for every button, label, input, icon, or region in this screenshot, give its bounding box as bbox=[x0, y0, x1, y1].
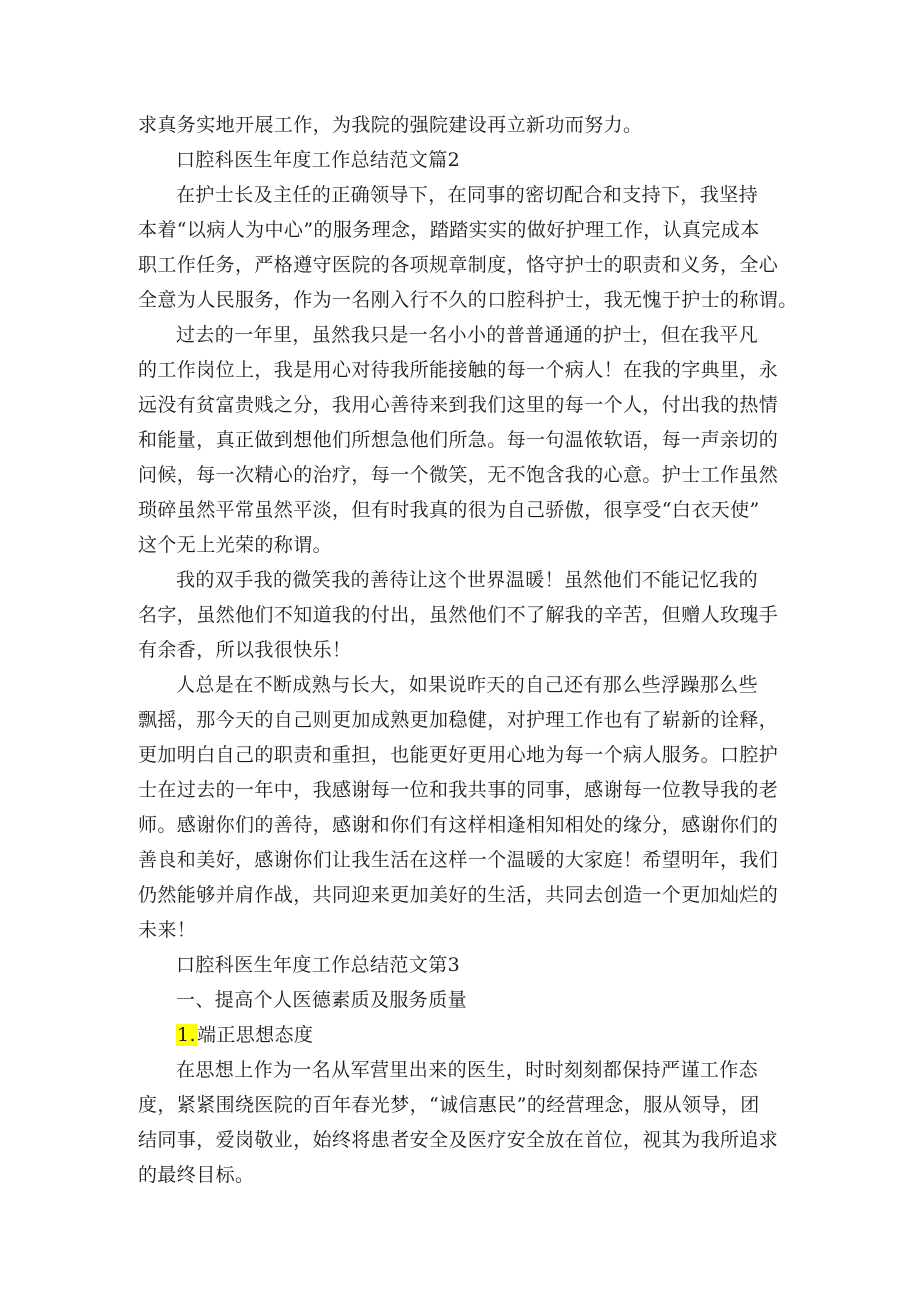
paragraph-line: 我的双手我的微笑我的善待让这个世界温暖！虽然他们不能记忆我的 bbox=[176, 569, 759, 591]
paragraph-line: 求真务实地开展工作，为我院的强院建设再立新功而努力。 bbox=[138, 114, 643, 136]
paragraph-line: 本着“以病人为中心”的服务理念，踏踏实实的做好护理工作，认真完成本 bbox=[138, 219, 760, 241]
paragraph-line: 飘摇，那今天的自己则更加成熟更加稳健，对护理工作也有了崭新的诠释， bbox=[138, 709, 779, 731]
paragraph-line: 这个无上光荣的称谓。 bbox=[138, 534, 333, 556]
paragraph-2 bbox=[138, 318, 790, 563]
paragraph-line: 和能量，真正做到想他们所想急他们所急。每一句温侬软语，每一声亲切的 bbox=[138, 429, 779, 451]
paragraph-line: 职工作任务，严格遵守医院的各项规章制度，恪守护士的职责和义务，全心 bbox=[138, 254, 779, 276]
paragraph-line: 仍然能够并肩作战，共同迎来更加美好的生活，共同去创造一个更加灿烂的 bbox=[138, 884, 779, 906]
subsection-heading: 一、提高个人医德素质及服务质量 bbox=[176, 989, 468, 1011]
paragraph-line: 问候，每一次精心的治疗，每一个微笑，无不饱含我的心意。护士工作虽然 bbox=[138, 464, 779, 486]
paragraph-line: 师。感谢你们的善待，感谢和你们有这样相逢相知相处的缘分，感谢你们的 bbox=[138, 814, 779, 836]
list-item-text: 端正思想态度 bbox=[196, 1024, 314, 1046]
highlighted-number: 1. bbox=[177, 1024, 196, 1046]
section-heading-3: 口腔科医生年度工作总结范文第3 bbox=[176, 954, 461, 976]
section-heading-2: 口腔科医生年度工作总结范文篇2 bbox=[176, 149, 461, 171]
paragraph-3 bbox=[138, 563, 790, 668]
paragraph-5 bbox=[138, 1053, 790, 1193]
paragraph-line: 的工作岗位上，我是用心对待我所能接触的每一个病人！在我的字典里，永 bbox=[138, 359, 779, 381]
paragraph-line: 度，紧紧围绕医院的百年春光梦，“诚信惠民”的经营理念，服从领导，团 bbox=[138, 1094, 760, 1116]
list-item-1 bbox=[138, 1018, 790, 1053]
paragraph-line: 名字，虽然他们不知道我的付出，虽然他们不了解我的辛苦，但赠人玫瑰手 bbox=[138, 604, 779, 626]
paragraph-line: 结同事，爱岗敬业，始终将患者安全及医疗安全放在首位，视其为我所追求 bbox=[138, 1129, 779, 1151]
paragraph-line: 更加明白自己的职责和重担，也能更好更用心地为每一个病人服务。口腔护 bbox=[138, 744, 779, 766]
paragraph-line: 士在过去的一年中，我感谢每一位和我共事的同事，感谢每一位教导我的老 bbox=[138, 779, 779, 801]
paragraph-line: 的最终目标。 bbox=[138, 1164, 255, 1186]
paragraph-line: 远没有贫富贵贱之分，我用心善待来到我们这里的每一个人，付出我的热情 bbox=[138, 394, 779, 416]
paragraph-4 bbox=[138, 668, 790, 948]
paragraph-line: 有余香，所以我很快乐！ bbox=[138, 639, 352, 661]
document-page bbox=[138, 108, 798, 1193]
paragraph-line: 在护士长及主任的正确领导下，在同事的密切配合和支持下，我坚持 bbox=[176, 184, 759, 206]
paragraph-line: 未来！ bbox=[138, 919, 197, 941]
paragraph-line: 琐碎虽然平常虽然平淡，但有时我真的很为自己骄傲，很享受“白衣天使” bbox=[138, 499, 760, 521]
paragraph-1 bbox=[138, 178, 798, 318]
paragraph-line: 在思想上作为一名从军营里出来的医生，时时刻刻都保持严谨工作态 bbox=[176, 1059, 759, 1081]
paragraph-line: 人总是在不断成熟与长大，如果说昨天的自己还有那么些浮躁那么些 bbox=[176, 674, 759, 696]
paragraph-line: 善良和美好，感谢你们让我生活在这样一个温暖的大家庭！希望明年，我们 bbox=[138, 849, 779, 871]
paragraph-line: 全意为人民服务，作为一名刚入行不久的口腔科护士，我无愧于护士的称谓。 bbox=[138, 289, 798, 311]
paragraph-line: 过去的一年里，虽然我只是一名小小的普普通通的护士，但在我平凡 bbox=[176, 324, 759, 346]
